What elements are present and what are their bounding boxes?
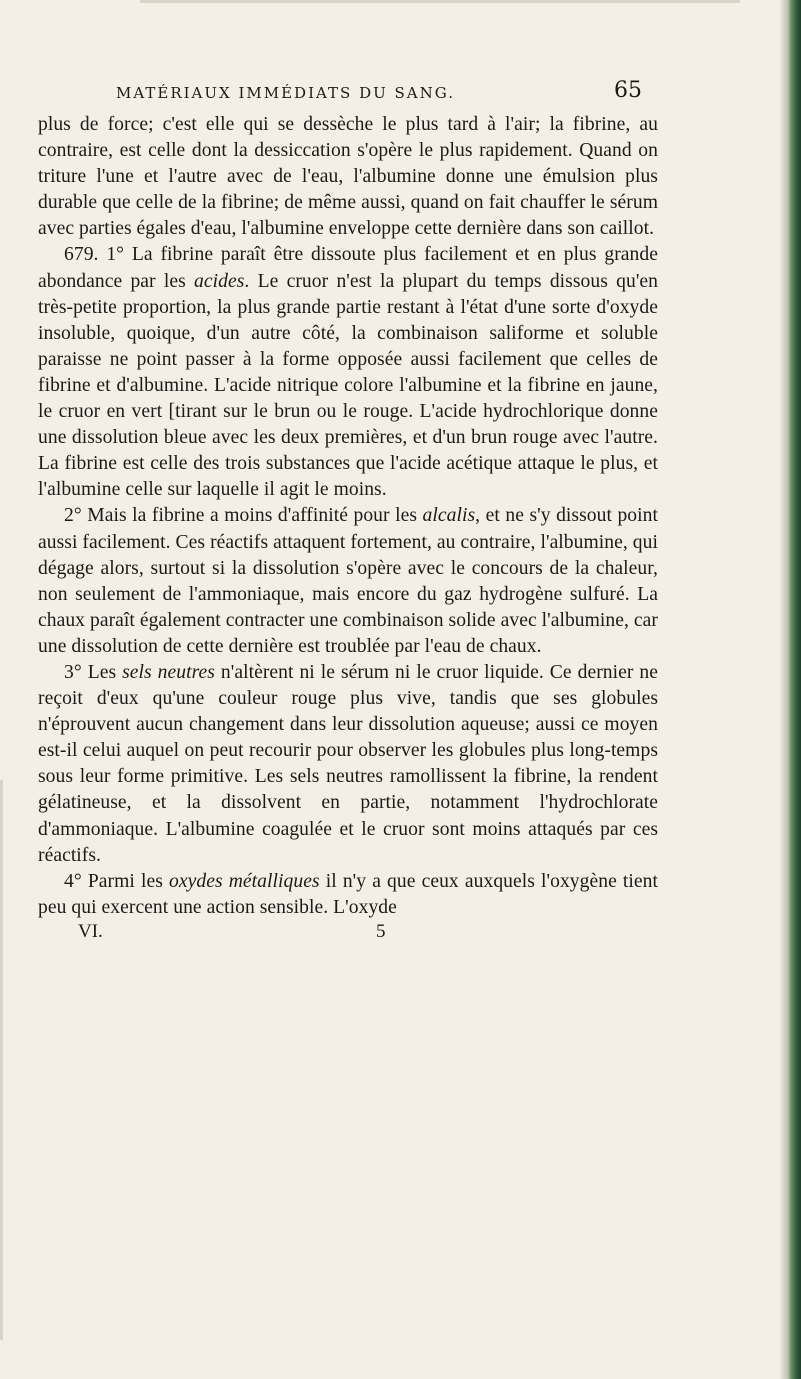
italic-term: sels neutres [122,661,215,683]
page-header [38,78,658,112]
binding-shadow [779,0,787,1379]
page-binding-edge [787,0,801,1379]
book-page [38,78,658,947]
left-page-edge [0,780,3,1340]
text-run: 679. 1° La fibrine paraît être dissoute plus facilement et en plus grande abondance par les [38,244,658,292]
italic-term: acides [194,270,245,292]
signature-mark: VI. [78,920,103,942]
paragraph [38,112,658,242]
text-run: n'altèrent ni le sérum ni le cruor liquide. Ce dernier ne reçoit d'eux qu'une couleur rouge plus vive, tandis que ses globules n'éprouvent aucun changement dans leur dissolution aqueuse; aussi ce moyen est-il celui auquel on peut recourir pour observer les globules plus long-temps sous leur forme primitive. Les sels neutres ramollissent la fibrine, la rendent gélatineuse, et la dissolvent en partie, notamment l'hydrochlorate d'ammoniaque. L'albumine coagulée et le cruor sont moins attaqués par ces réactifs. [38,661,658,866]
paragraph [38,242,658,503]
paragraph [38,869,658,921]
running-head: MATÉRIAUX IMMÉDIATS DU SANG. [116,84,455,102]
text-run: 2° Mais la fibrine a moins d'affinité pour les [64,505,423,527]
signature-number: 5 [376,920,386,942]
text-run: 4° Parmi les [64,870,170,892]
text-run: , et ne s'y dissout point aussi facilement. Ces réactifs attaquent fortement, au contraire, l'albumine, qui dégage alors, surtout si la dissolution s'opère avec le concours de la chaleur, non seulement de l'ammoniaque, mais encore du gaz hydrogène sulfuré. La chaux paraît également contracter une combinaison solide avec l'albumine, car une dissolution de cette dernière est troublée par l'eau de chaux. [38,505,658,657]
italic-term: alcalis [422,505,476,527]
top-page-edge [140,0,740,3]
paragraph [38,660,658,869]
page-footer [38,921,658,947]
text-run: plus de force; c'est elle qui se dessèche le plus tard à l'air; la fibrine, au contraire, est celle dont la dessiccation s'opère le plus rapidement. Quand on triture l'une et l'autre avec de l'eau, l'albumine donne une émulsion plus durable que celle de la fibrine; de même aussi, quand on fait chauffer le sérum avec parties égales d'eau, l'albumine enveloppe cette dernière dans son caillot. [38,114,658,240]
body-text [38,112,658,921]
text-run: il n'y a que ceux auxquels l'oxygène tient peu qui exercent une action sensible. L'oxyde [38,870,659,918]
italic-term: oxydes métalliques [169,870,320,892]
text-run: 3° Les [64,661,123,683]
paragraph [38,503,658,660]
text-run: . Le cruor n'est la plupart du temps dissous qu'en très-petite proportion, la plus grande partie restant à l'état d'une sorte d'oxyde insoluble, quoique, d'un autre côté, la combinaison saliforme et soluble paraisse ne point passer à la forme opposée aussi facilement que celles de fibrine et d'albumine. L'acide nitrique colore l'albumine et la fibrine en jaune, le cruor en vert [tirant sur le brun ou le rouge. L'acide hydrochlorique donne une dissolution bleue avec les deux premières, et d'un brun rouge avec l'autre. La fibrine est celle des trois substances que l'acide acétique attaque le plus, et l'albumine celle sur laquelle il agit le moins. [38,270,659,501]
page-number: 65 [614,78,642,103]
